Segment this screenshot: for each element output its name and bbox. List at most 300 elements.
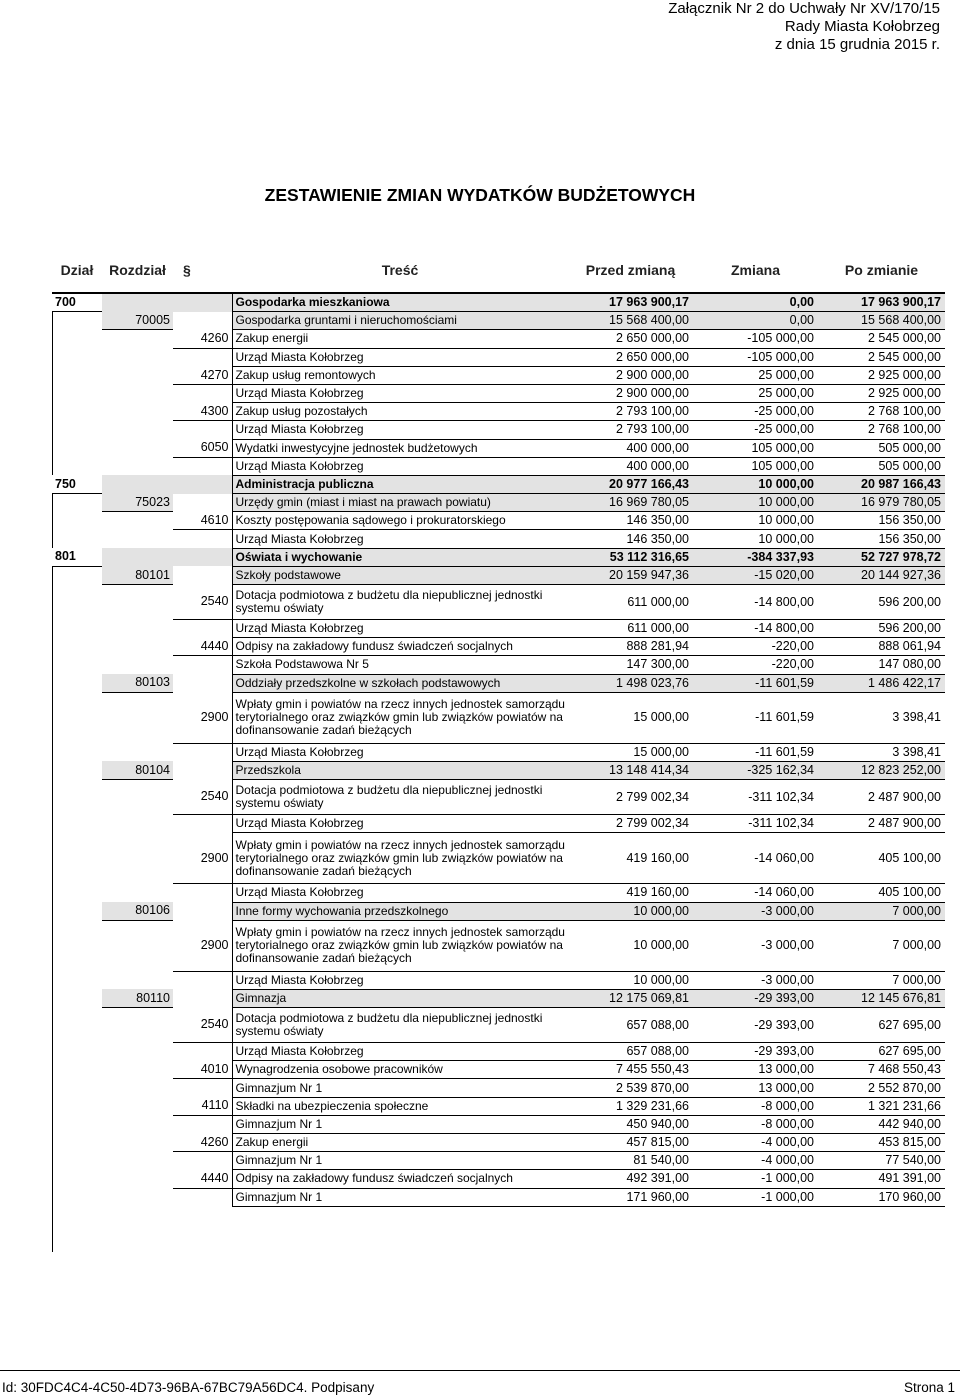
cell-tresc: Składki na ubezpieczenia społeczne [232, 1097, 568, 1115]
cell-po-zmianie: 2 768 100,00 [818, 421, 945, 439]
cell-dzial [52, 1097, 102, 1115]
cell-rozdzial: 80104 [102, 761, 173, 779]
cell-paragraf: 2900 [173, 920, 232, 971]
cell-paragraf [173, 656, 232, 674]
table-row-par [52, 585, 945, 620]
cell-dzial [52, 833, 102, 884]
cell-tresc: Wpłaty gmin i powiatów na rzecz innych jednostek samorządu terytorialnego oraz związków gmin lub związków powiatów na dofinansowanie zadań bieżących [232, 833, 568, 884]
cell-rozdzial [102, 620, 173, 638]
cell-po-zmianie: 52 727 978,72 [818, 548, 945, 566]
cell-dzial [52, 761, 102, 779]
cell-po-zmianie: 170 960,00 [818, 1188, 945, 1206]
cell-rozdzial [102, 1097, 173, 1115]
cell-przed-zmiana: 2 650 000,00 [568, 330, 693, 348]
cell-tresc: Dotacja podmiotowa z budżetu dla niepublicznej jednostki systemu oświaty [232, 1008, 568, 1043]
cell-przed-zmiana: 20 159 947,36 [568, 566, 693, 584]
cell-paragraf [173, 884, 232, 902]
cell-rozdzial [102, 1061, 173, 1079]
cell-rozdzial [102, 384, 173, 402]
cell-przed-zmiana: 400 000,00 [568, 439, 693, 457]
cell-rozdzial [102, 439, 173, 457]
cell-paragraf [173, 348, 232, 366]
table-row-par [52, 366, 945, 384]
cell-paragraf [173, 566, 232, 584]
cell-tresc: Urząd Miasta Kołobrzeg [232, 815, 568, 833]
cell-paragraf [173, 548, 232, 566]
cell-przed-zmiana: 419 160,00 [568, 833, 693, 884]
cell-przed-zmiana: 17 963 900,17 [568, 293, 693, 312]
cell-po-zmianie: 505 000,00 [818, 457, 945, 475]
cell-paragraf: 4260 [173, 1134, 232, 1152]
cell-przed-zmiana: 611 000,00 [568, 620, 693, 638]
cell-po-zmianie: 2 552 870,00 [818, 1079, 945, 1097]
cell-rozdzial [102, 293, 173, 312]
table-row-par [52, 512, 945, 530]
col-header-po: Po zmianie [818, 248, 945, 293]
cell-zmiana: -25 000,00 [693, 403, 818, 421]
cell-dzial [52, 989, 102, 1007]
cell-przed-zmiana: 2 539 870,00 [568, 1079, 693, 1097]
cell-dzial [52, 1134, 102, 1152]
cell-zmiana: 105 000,00 [693, 457, 818, 475]
cell-po-zmianie: 156 350,00 [818, 530, 945, 548]
table-row-par [52, 1061, 945, 1079]
cell-tresc: Dotacja podmiotowa z budżetu dla niepublicznej jednostki systemu oświaty [232, 585, 568, 620]
cell-przed-zmiana: 12 175 069,81 [568, 989, 693, 1007]
cell-paragraf [173, 530, 232, 548]
cell-paragraf: 4300 [173, 403, 232, 421]
cell-tresc: Urząd Miasta Kołobrzeg [232, 457, 568, 475]
cell-dzial [52, 620, 102, 638]
cell-po-zmianie: 1 321 231,66 [818, 1097, 945, 1115]
cell-zmiana: 0,00 [693, 312, 818, 330]
cell-zmiana: 13 000,00 [693, 1061, 818, 1079]
cell-rozdzial [102, 780, 173, 815]
cell-po-zmianie: 7 000,00 [818, 902, 945, 920]
cell-zmiana: 25 000,00 [693, 366, 818, 384]
cell-tresc: Gospodarka mieszkaniowa [232, 293, 568, 312]
cell-paragraf [173, 1188, 232, 1206]
col-header-przed: Przed zmianą [568, 248, 693, 293]
cell-paragraf: 4440 [173, 1170, 232, 1188]
cell-dzial [52, 566, 102, 584]
cell-zmiana: -29 393,00 [693, 1008, 818, 1043]
cell-paragraf [173, 674, 232, 692]
cell-rozdzial [102, 1115, 173, 1133]
cell-po-zmianie: 491 391,00 [818, 1170, 945, 1188]
table-row-rozdzial [52, 674, 945, 692]
cell-zmiana: -105 000,00 [693, 330, 818, 348]
cell-zmiana: 10 000,00 [693, 475, 818, 493]
cell-rozdzial [102, 638, 173, 656]
cell-tresc: Dotacja podmiotowa z budżetu dla niepublicznej jednostki systemu oświaty [232, 780, 568, 815]
table-row-unit [52, 815, 945, 833]
cell-rozdzial [102, 421, 173, 439]
cell-dzial [52, 902, 102, 920]
cell-rozdzial [102, 330, 173, 348]
cell-przed-zmiana: 492 391,00 [568, 1170, 693, 1188]
cell-zmiana: 10 000,00 [693, 530, 818, 548]
cell-zmiana: 0,00 [693, 293, 818, 312]
cell-tresc: Urząd Miasta Kołobrzeg [232, 971, 568, 989]
col-header-rozdzial: Rozdział [102, 248, 173, 293]
cell-zmiana: -15 020,00 [693, 566, 818, 584]
cell-dzial: 801 [52, 548, 102, 566]
cell-paragraf [173, 971, 232, 989]
cell-po-zmianie: 2 487 900,00 [818, 780, 945, 815]
cell-przed-zmiana: 146 350,00 [568, 530, 693, 548]
cell-przed-zmiana: 15 000,00 [568, 743, 693, 761]
cell-dzial [52, 403, 102, 421]
cell-przed-zmiana: 10 000,00 [568, 971, 693, 989]
cell-rozdzial [102, 743, 173, 761]
footer-rule [0, 1370, 960, 1371]
cell-przed-zmiana: 10 000,00 [568, 902, 693, 920]
cell-rozdzial [102, 971, 173, 989]
cell-dzial [52, 692, 102, 743]
cell-zmiana: -311 102,34 [693, 780, 818, 815]
cell-zmiana: -14 060,00 [693, 884, 818, 902]
cell-dzial [52, 530, 102, 548]
cell-paragraf [173, 293, 232, 312]
cell-dzial [52, 920, 102, 971]
cell-dzial [52, 1170, 102, 1188]
cell-dzial [52, 457, 102, 475]
cell-przed-zmiana: 15 568 400,00 [568, 312, 693, 330]
cell-przed-zmiana: 81 540,00 [568, 1152, 693, 1170]
cell-tresc: Szkoła Podstawowa Nr 5 [232, 656, 568, 674]
cell-tresc: Przedszkola [232, 761, 568, 779]
table-row-unit [52, 421, 945, 439]
cell-przed-zmiana: 13 148 414,34 [568, 761, 693, 779]
cell-dzial [52, 348, 102, 366]
cell-przed-zmiana: 2 799 002,34 [568, 780, 693, 815]
cell-rozdzial [102, 656, 173, 674]
table-row-unit [52, 971, 945, 989]
cell-po-zmianie: 442 940,00 [818, 1115, 945, 1133]
table-row-unit [52, 1043, 945, 1061]
budget-changes-table [52, 248, 945, 1207]
header-line-3: z dnia 15 grudnia 2015 r. [774, 36, 940, 53]
cell-rozdzial: 80110 [102, 989, 173, 1007]
cell-przed-zmiana: 20 977 166,43 [568, 475, 693, 493]
cell-dzial: 700 [52, 293, 102, 312]
table-row-par [52, 780, 945, 815]
cell-zmiana: -220,00 [693, 656, 818, 674]
cell-przed-zmiana: 450 940,00 [568, 1115, 693, 1133]
table-header-row [52, 248, 945, 293]
cell-dzial [52, 366, 102, 384]
cell-tresc: Urząd Miasta Kołobrzeg [232, 743, 568, 761]
cell-tresc: Wydatki inwestycyjne jednostek budżetowych [232, 439, 568, 457]
header-line-1: Załącznik Nr 2 do Uchwały Nr XV/170/15 [668, 0, 940, 17]
cell-po-zmianie: 7 000,00 [818, 971, 945, 989]
cell-po-zmianie: 2 768 100,00 [818, 403, 945, 421]
cell-po-zmianie: 2 925 000,00 [818, 366, 945, 384]
cell-po-zmianie: 596 200,00 [818, 585, 945, 620]
cell-po-zmianie: 17 963 900,17 [818, 293, 945, 312]
cell-tresc: Zakup energii [232, 330, 568, 348]
cell-zmiana: -29 393,00 [693, 1043, 818, 1061]
cell-tresc: Koszty postępowania sądowego i prokuratorskiego [232, 512, 568, 530]
cell-rozdzial: 75023 [102, 494, 173, 512]
cell-zmiana: 10 000,00 [693, 494, 818, 512]
cell-paragraf: 4110 [173, 1097, 232, 1115]
cell-po-zmianie: 16 979 780,05 [818, 494, 945, 512]
table-row-unit [52, 1188, 945, 1206]
cell-zmiana: -105 000,00 [693, 348, 818, 366]
cell-po-zmianie: 1 486 422,17 [818, 674, 945, 692]
cell-po-zmianie: 7 468 550,43 [818, 1061, 945, 1079]
table-row-dzial [52, 475, 945, 493]
cell-po-zmianie: 156 350,00 [818, 512, 945, 530]
cell-rozdzial [102, 366, 173, 384]
cell-przed-zmiana: 147 300,00 [568, 656, 693, 674]
cell-po-zmianie: 20 987 166,43 [818, 475, 945, 493]
cell-zmiana: -311 102,34 [693, 815, 818, 833]
table-row-par [52, 439, 945, 457]
cell-przed-zmiana: 146 350,00 [568, 512, 693, 530]
cell-dzial [52, 1115, 102, 1133]
cell-zmiana: -29 393,00 [693, 989, 818, 1007]
cell-paragraf [173, 743, 232, 761]
cell-rozdzial: 80101 [102, 566, 173, 584]
document-header [668, 0, 940, 54]
cell-paragraf: 4010 [173, 1061, 232, 1079]
cell-po-zmianie: 2 487 900,00 [818, 815, 945, 833]
table-row-unit [52, 1115, 945, 1133]
cell-paragraf [173, 989, 232, 1007]
cell-paragraf [173, 902, 232, 920]
table-row-par [52, 692, 945, 743]
cell-zmiana: -220,00 [693, 638, 818, 656]
cell-dzial [52, 330, 102, 348]
cell-przed-zmiana: 2 900 000,00 [568, 366, 693, 384]
cell-zmiana: -14 800,00 [693, 620, 818, 638]
table-row-rozdzial [52, 566, 945, 584]
cell-paragraf [173, 1079, 232, 1097]
cell-rozdzial [102, 1134, 173, 1152]
cell-rozdzial [102, 884, 173, 902]
cell-rozdzial [102, 692, 173, 743]
cell-tresc: Wynagrodzenia osobowe pracowników [232, 1061, 568, 1079]
cell-przed-zmiana: 457 815,00 [568, 1134, 693, 1152]
cell-przed-zmiana: 657 088,00 [568, 1043, 693, 1061]
table-row-unit [52, 1152, 945, 1170]
cell-tresc: Urząd Miasta Kołobrzeg [232, 884, 568, 902]
cell-paragraf: 4260 [173, 330, 232, 348]
cell-tresc: Wpłaty gmin i powiatów na rzecz innych jednostek samorządu terytorialnego oraz związków gmin lub związków powiatów na dofinansowanie zadań bieżących [232, 692, 568, 743]
table-row-unit [52, 1079, 945, 1097]
table-row-par [52, 1170, 945, 1188]
cell-przed-zmiana: 15 000,00 [568, 692, 693, 743]
cell-tresc: Szkoły podstawowe [232, 566, 568, 584]
cell-dzial [52, 494, 102, 512]
cell-rozdzial [102, 920, 173, 971]
cell-przed-zmiana: 2 900 000,00 [568, 384, 693, 402]
cell-po-zmianie: 505 000,00 [818, 439, 945, 457]
cell-po-zmianie: 453 815,00 [818, 1134, 945, 1152]
cell-paragraf: 4270 [173, 366, 232, 384]
cell-po-zmianie: 12 145 676,81 [818, 989, 945, 1007]
col-header-paragraf: § [173, 248, 232, 293]
cell-po-zmianie: 147 080,00 [818, 656, 945, 674]
col-header-tresc: Treść [232, 248, 568, 293]
footer-page-number: Strona 1 [903, 1380, 955, 1395]
cell-zmiana: 105 000,00 [693, 439, 818, 457]
cell-paragraf [173, 457, 232, 475]
table-row-rozdzial [52, 312, 945, 330]
cell-tresc: Oświata i wychowanie [232, 548, 568, 566]
cell-po-zmianie: 12 823 252,00 [818, 761, 945, 779]
cell-paragraf [173, 815, 232, 833]
cell-przed-zmiana: 657 088,00 [568, 1008, 693, 1043]
cell-tresc: Zakup usług pozostałych [232, 403, 568, 421]
cell-rozdzial [102, 512, 173, 530]
cell-paragraf [173, 620, 232, 638]
cell-zmiana: -8 000,00 [693, 1115, 818, 1133]
cell-paragraf: 6050 [173, 439, 232, 457]
cell-tresc: Gimnazjum Nr 1 [232, 1115, 568, 1133]
cell-paragraf: 2540 [173, 585, 232, 620]
cell-zmiana: -384 337,93 [693, 548, 818, 566]
cell-rozdzial [102, 1170, 173, 1188]
cell-rozdzial [102, 1008, 173, 1043]
table-row-unit [52, 384, 945, 402]
cell-zmiana: -1 000,00 [693, 1188, 818, 1206]
table-row-par [52, 833, 945, 884]
cell-przed-zmiana: 10 000,00 [568, 920, 693, 971]
cell-po-zmianie: 15 568 400,00 [818, 312, 945, 330]
cell-paragraf [173, 1043, 232, 1061]
cell-dzial [52, 1152, 102, 1170]
cell-rozdzial [102, 475, 173, 493]
cell-po-zmianie: 627 695,00 [818, 1008, 945, 1043]
table-row-unit [52, 530, 945, 548]
cell-rozdzial [102, 403, 173, 421]
cell-zmiana: -25 000,00 [693, 421, 818, 439]
cell-paragraf: 2900 [173, 833, 232, 884]
cell-po-zmianie: 2 545 000,00 [818, 330, 945, 348]
table-row-rozdzial [52, 761, 945, 779]
cell-zmiana: -325 162,34 [693, 761, 818, 779]
cell-przed-zmiana: 7 455 550,43 [568, 1061, 693, 1079]
cell-tresc: Urząd Miasta Kołobrzeg [232, 421, 568, 439]
cell-po-zmianie: 77 540,00 [818, 1152, 945, 1170]
cell-rozdzial: 80103 [102, 674, 173, 692]
cell-po-zmianie: 2 545 000,00 [818, 348, 945, 366]
cell-zmiana: -4 000,00 [693, 1134, 818, 1152]
cell-paragraf [173, 761, 232, 779]
cell-zmiana: -3 000,00 [693, 971, 818, 989]
cell-zmiana: -14 800,00 [693, 585, 818, 620]
cell-tresc: Odpisy na zakładowy fundusz świadczeń socjalnych [232, 638, 568, 656]
cell-przed-zmiana: 2 793 100,00 [568, 403, 693, 421]
cell-zmiana: -11 601,59 [693, 692, 818, 743]
cell-przed-zmiana: 611 000,00 [568, 585, 693, 620]
cell-dzial [52, 815, 102, 833]
cell-po-zmianie: 627 695,00 [818, 1043, 945, 1061]
cell-rozdzial [102, 348, 173, 366]
cell-rozdzial [102, 1188, 173, 1206]
cell-dzial: 750 [52, 475, 102, 493]
table-row-par [52, 638, 945, 656]
cell-dzial [52, 884, 102, 902]
cell-rozdzial [102, 548, 173, 566]
cell-przed-zmiana: 2 799 002,34 [568, 815, 693, 833]
table-row-rozdzial [52, 902, 945, 920]
cell-dzial [52, 439, 102, 457]
cell-rozdzial [102, 815, 173, 833]
table-row-par [52, 1134, 945, 1152]
cell-przed-zmiana: 16 969 780,05 [568, 494, 693, 512]
cell-przed-zmiana: 419 160,00 [568, 884, 693, 902]
cell-dzial [52, 656, 102, 674]
cell-zmiana: -11 601,59 [693, 674, 818, 692]
cell-tresc: Wpłaty gmin i powiatów na rzecz innych jednostek samorządu terytorialnego oraz związków gmin lub związków powiatów na dofinansowanie zadań bieżących [232, 920, 568, 971]
cell-po-zmianie: 405 100,00 [818, 884, 945, 902]
table-row-rozdzial [52, 494, 945, 512]
cell-dzial [52, 1188, 102, 1206]
table-row-unit [52, 884, 945, 902]
cell-rozdzial: 80106 [102, 902, 173, 920]
cell-tresc: Urząd Miasta Kołobrzeg [232, 530, 568, 548]
cell-dzial [52, 585, 102, 620]
cell-rozdzial: 70005 [102, 312, 173, 330]
cell-tresc: Zakup energii [232, 1134, 568, 1152]
cell-po-zmianie: 3 398,41 [818, 743, 945, 761]
cell-dzial [52, 1079, 102, 1097]
cell-przed-zmiana: 2 793 100,00 [568, 421, 693, 439]
cell-tresc: Urząd Miasta Kołobrzeg [232, 348, 568, 366]
cell-dzial [52, 384, 102, 402]
cell-zmiana: 10 000,00 [693, 512, 818, 530]
cell-zmiana: -8 000,00 [693, 1097, 818, 1115]
cell-tresc: Urząd Miasta Kołobrzeg [232, 1043, 568, 1061]
cell-przed-zmiana: 400 000,00 [568, 457, 693, 475]
cell-dzial [52, 1061, 102, 1079]
table-body [52, 293, 945, 1206]
cell-rozdzial [102, 1152, 173, 1170]
cell-rozdzial [102, 833, 173, 884]
table-row-unit [52, 620, 945, 638]
cell-po-zmianie: 596 200,00 [818, 620, 945, 638]
table-row-unit [52, 348, 945, 366]
cell-przed-zmiana: 53 112 316,65 [568, 548, 693, 566]
cell-paragraf: 2540 [173, 1008, 232, 1043]
cell-po-zmianie: 7 000,00 [818, 920, 945, 971]
cell-zmiana: -3 000,00 [693, 902, 818, 920]
cell-zmiana: -4 000,00 [693, 1152, 818, 1170]
table-row-unit [52, 457, 945, 475]
cell-przed-zmiana: 171 960,00 [568, 1188, 693, 1206]
cell-tresc: Gimnazja [232, 989, 568, 1007]
cell-paragraf: 2900 [173, 692, 232, 743]
table-row-par [52, 920, 945, 971]
table-row-dzial [52, 293, 945, 312]
cell-dzial [52, 1008, 102, 1043]
col-header-zmiana: Zmiana [693, 248, 818, 293]
col-header-dzial: Dział [52, 248, 102, 293]
table-row-unit [52, 656, 945, 674]
table-row-par [52, 1008, 945, 1043]
header-line-2: Rady Miasta Kołobrzeg [784, 18, 940, 35]
cell-tresc: Administracja publiczna [232, 475, 568, 493]
cell-dzial [52, 1043, 102, 1061]
cell-tresc: Zakup usług remontowych [232, 366, 568, 384]
cell-dzial [52, 674, 102, 692]
cell-tresc: Oddziały przedszkolne w szkołach podstawowych [232, 674, 568, 692]
